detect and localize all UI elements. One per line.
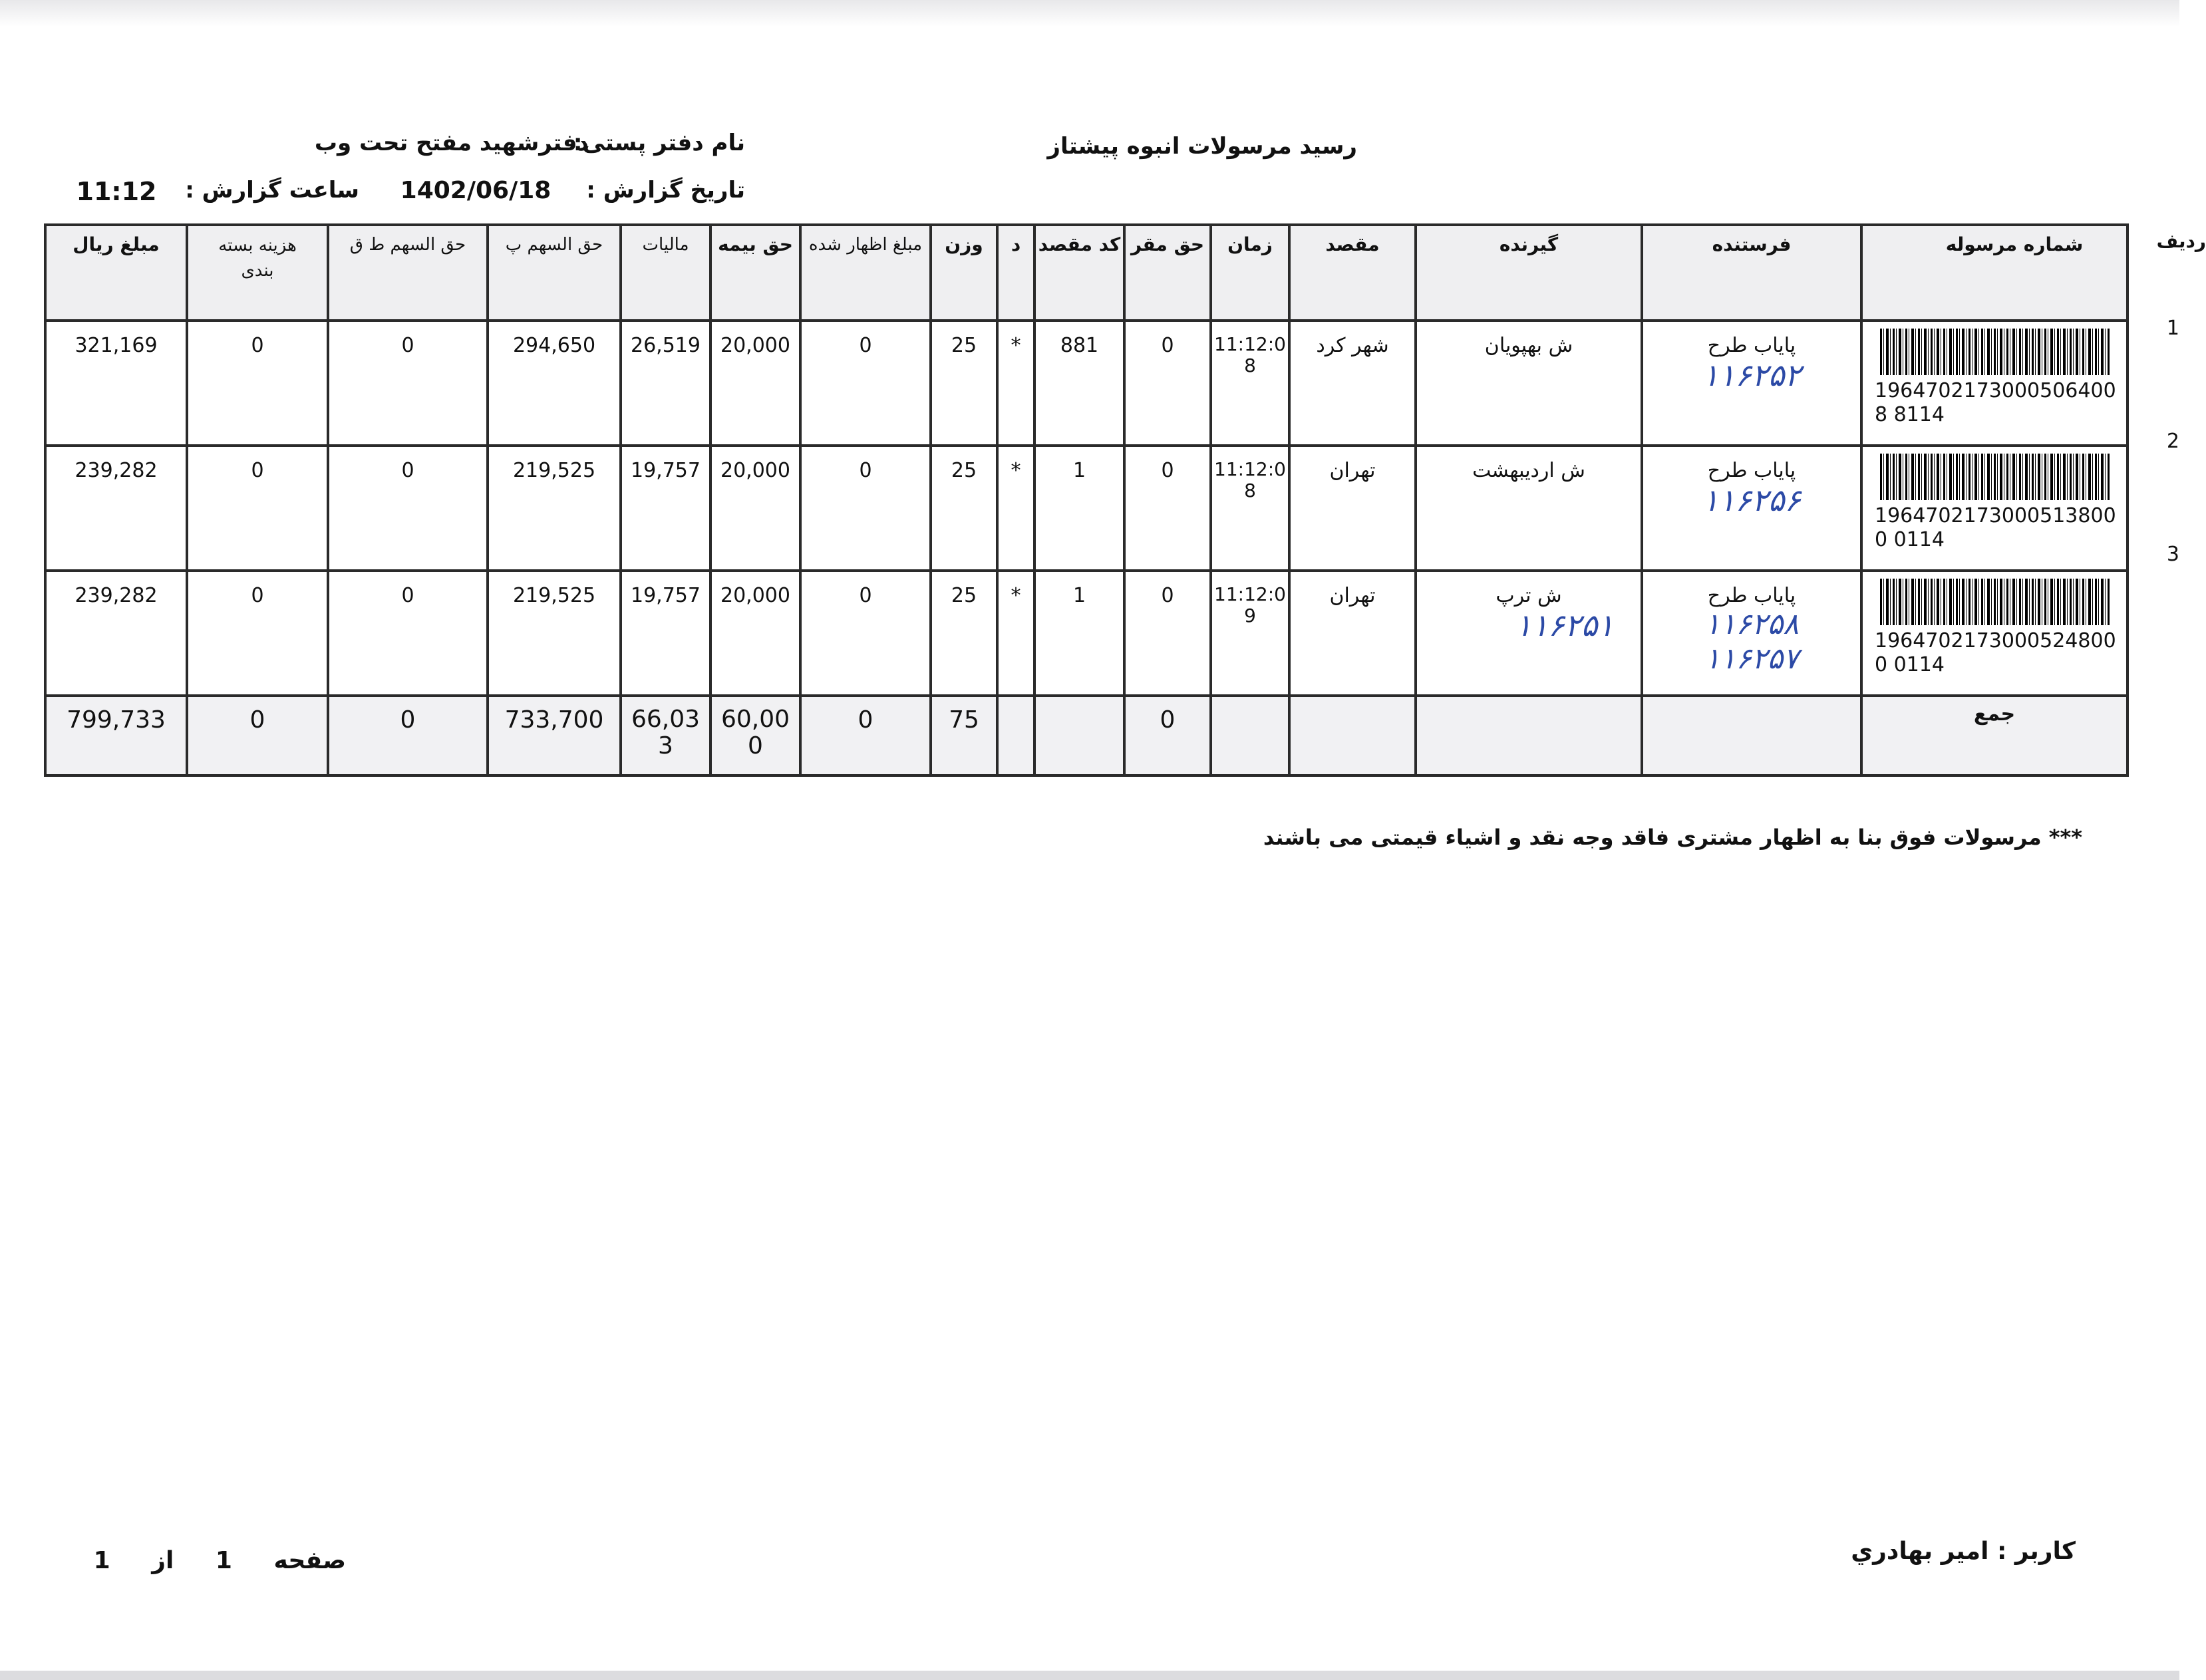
tracking-cell: [1861, 571, 2127, 696]
weight-cell: 25: [931, 321, 997, 446]
col-header-d: د: [997, 225, 1034, 321]
insurance-cell: 20,000: [710, 321, 800, 446]
sender-name: پایاب طرح: [1707, 459, 1796, 482]
col-header-maqar: حق مقر: [1124, 225, 1211, 321]
share-tq-cell: 0: [328, 321, 488, 446]
col-header-packaging: هزینه بسته بندی: [187, 225, 328, 321]
disclaimer-note: *** مرسولات فوق بنا به اظهار مشتری فاقد وجه نقد و اشیاء قیمتی می باشند: [1263, 825, 2082, 850]
total-insurance: 60,00 0: [710, 696, 800, 775]
barcode-icon: [1880, 329, 2110, 375]
report-user: کاربر : امیر بهادري: [1851, 1538, 2076, 1565]
table-row: [45, 571, 2127, 696]
col-header-index: ردیف: [2156, 230, 2206, 252]
time-cell: 11:12:0 8: [1211, 446, 1289, 571]
weight-cell: 25: [931, 446, 997, 571]
row-index: 2: [2166, 430, 2179, 453]
total-share-tq: 0: [328, 696, 488, 775]
receiver-name: ش ترپ: [1496, 584, 1562, 607]
d-cell: *: [997, 571, 1034, 696]
share-p-cell: 219,525: [488, 446, 621, 571]
time-cell: 11:12:0 9: [1211, 571, 1289, 696]
receiver-handwritten-note: ۱۱۶۲۵۱: [1515, 607, 1614, 643]
totals-row: [45, 696, 2127, 775]
tracking-number: 19647021730005248000 0114: [1875, 629, 2116, 676]
time-value: 11:12: [76, 177, 157, 206]
share-tq-cell: 0: [328, 446, 488, 571]
tax-cell: 19,757: [621, 571, 710, 696]
col-header-amount: مبلغ ریال: [45, 225, 187, 321]
declared-cell: 0: [800, 446, 931, 571]
date-label: تاریخ گزارش :: [586, 177, 745, 204]
office-label: نام دفتر پستی:: [573, 130, 745, 156]
maqar-cell: 0: [1124, 446, 1211, 571]
sender-cell: [1642, 571, 1861, 696]
col-header-weight: وزن: [931, 225, 997, 321]
destination-cell: تهران: [1289, 571, 1416, 696]
table-header-row: [45, 225, 2127, 321]
sender-name: پایاب طرح: [1707, 334, 1796, 357]
barcode-icon: [1880, 579, 2110, 625]
time-cell: 11:12:0 8: [1211, 321, 1289, 446]
col-header-destination: مقصد: [1289, 225, 1416, 321]
receiver-cell: ش بهپویان: [1416, 321, 1642, 446]
tracking-number: 19647021730005138000 0114: [1875, 504, 2116, 551]
total-sender-empty: [1642, 696, 1861, 775]
col-header-receiver: گیرنده: [1416, 225, 1642, 321]
col-header-sender: فرستنده: [1642, 225, 1861, 321]
receiver-cell: ش اردیبهشت: [1416, 446, 1642, 571]
col-header-tax: مالیات: [621, 225, 710, 321]
tax-cell: 26,519: [621, 321, 710, 446]
insurance-cell: 20,000: [710, 446, 800, 571]
page-total: 1: [93, 1547, 110, 1574]
col-header-share-p: حق السهم پ: [488, 225, 621, 321]
maqar-cell: 0: [1124, 321, 1211, 446]
col-header-tracking: شماره مرسوله: [1861, 225, 2127, 321]
dest-code-cell: 1: [1034, 446, 1124, 571]
destination-cell: شهر کرد: [1289, 321, 1416, 446]
d-cell: *: [997, 446, 1034, 571]
d-cell: *: [997, 321, 1034, 446]
tracking-cell: [1861, 321, 2127, 446]
tax-cell: 19,757: [621, 446, 710, 571]
shipments-table: [44, 223, 2129, 777]
packaging-cell: 0: [187, 446, 328, 571]
total-tax: 66,03 3: [621, 696, 710, 775]
sender-name: پایاب طرح: [1707, 584, 1796, 607]
total-receiver-empty: [1416, 696, 1642, 775]
receiver-cell: [1416, 571, 1642, 696]
dest-code-cell: 1: [1034, 571, 1124, 696]
weight-cell: 25: [931, 571, 997, 696]
total-maqar: 0: [1124, 696, 1211, 775]
row-index-column: [2142, 223, 2206, 720]
report-title: رسید مرسولات انبوه پیشتاز: [1047, 133, 1357, 160]
total-packaging: 0: [187, 696, 328, 775]
sender-cell: [1642, 321, 1861, 446]
declared-cell: 0: [800, 321, 931, 446]
total-label: جمع: [1861, 696, 2127, 775]
total-weight: 75: [931, 696, 997, 775]
maqar-cell: 0: [1124, 571, 1211, 696]
total-destination-empty: [1289, 696, 1416, 775]
share-p-cell: 294,650: [488, 321, 621, 446]
share-tq-cell: 0: [328, 571, 488, 696]
scan-shadow-top: [0, 0, 2179, 27]
date-value: 1402/06/18: [400, 177, 552, 204]
packaging-cell: 0: [187, 571, 328, 696]
page-of-label: از: [152, 1547, 174, 1574]
page-label: صفحه: [273, 1547, 346, 1574]
tracking-number: 19647021730005064008 8114: [1875, 379, 2116, 426]
amount-cell: 239,282: [45, 571, 187, 696]
total-share-p: 733,700: [488, 696, 621, 775]
col-header-declared: مبلغ اظهار شده: [800, 225, 931, 321]
scan-shadow-bottom: [0, 1671, 2179, 1680]
destination-cell: تهران: [1289, 446, 1416, 571]
barcode-icon: [1880, 454, 2110, 500]
share-p-cell: 219,525: [488, 571, 621, 696]
table-row: [45, 446, 2127, 571]
sender-handwritten-note: ۱۱۶۲۵۸: [1704, 607, 1799, 641]
col-header-share-tq: حق السهم ط ق: [328, 225, 488, 321]
office-name: دفترشهید مفتح تحت وب: [314, 130, 589, 156]
sender-handwritten-note: ۱۱۶۲۵۶: [1702, 482, 1802, 518]
total-dest-code-empty: [1034, 696, 1124, 775]
col-header-insurance: حق بیمه: [710, 225, 800, 321]
total-amount: 799,733: [45, 696, 187, 775]
page-indicator: [67, 1547, 346, 1574]
sender-cell: [1642, 446, 1861, 571]
total-d-empty: [997, 696, 1034, 775]
page-current: 1: [215, 1547, 232, 1574]
total-time-empty: [1211, 696, 1289, 775]
tracking-cell: [1861, 446, 2127, 571]
amount-cell: 239,282: [45, 446, 187, 571]
row-index: 1: [2166, 317, 2179, 340]
col-header-time: زمان: [1211, 225, 1289, 321]
sender-handwritten-note-2: ۱۱۶۲۵۷: [1704, 642, 1799, 676]
dest-code-cell: 881: [1034, 321, 1124, 446]
time-label: ساعت گزارش :: [185, 177, 359, 204]
row-index: 3: [2166, 543, 2179, 566]
total-declared: 0: [800, 696, 931, 775]
amount-cell: 321,169: [45, 321, 187, 446]
insurance-cell: 20,000: [710, 571, 800, 696]
col-header-dest-code: کد مقصد: [1034, 225, 1124, 321]
table-row: [45, 321, 2127, 446]
declared-cell: 0: [800, 571, 931, 696]
packaging-cell: 0: [187, 321, 328, 446]
sender-handwritten-note: ۱۱۶۲۵۲: [1702, 357, 1802, 393]
